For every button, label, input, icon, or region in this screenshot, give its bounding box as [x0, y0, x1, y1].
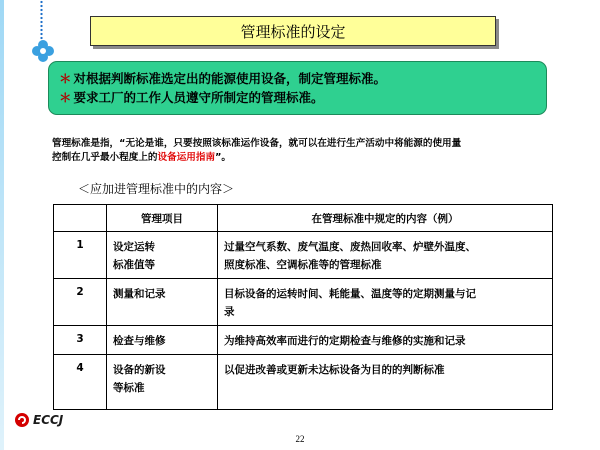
header-number: [54, 205, 107, 232]
row-item-line: 设备的新设: [113, 364, 166, 376]
row-item: [107, 232, 218, 279]
table-header-row: [54, 205, 553, 232]
header-content: 在管理标准中规定的内容（例）: [218, 205, 553, 232]
row-item: [107, 355, 218, 410]
bullet-item: [59, 69, 546, 88]
row-number: 3: [54, 326, 107, 355]
row-item-line: 检查与维修: [113, 335, 166, 347]
page-number: 22: [295, 434, 305, 444]
row-item: [107, 279, 218, 326]
dotted-stem-decoration: [40, 0, 43, 42]
bullet-star-icon: ＊: [59, 71, 72, 86]
table-row: [54, 326, 553, 355]
row-description: [218, 355, 553, 410]
row-item: [107, 326, 218, 355]
row-desc-line: 照度标准、空调标准等的管理标准: [224, 259, 382, 271]
key-points-box: [48, 61, 547, 115]
row-number: 2: [54, 279, 107, 326]
table-row: [54, 355, 553, 410]
bullet-item: [59, 88, 546, 107]
row-item-line: 测量和记录: [113, 288, 166, 300]
header-item: 管理项目: [107, 205, 218, 232]
bullet-text: 要求工厂的工作人员遵守所制定的管理标准。: [73, 90, 324, 105]
row-desc-line: 为维持高效率而进行的定期检查与维修的实施和记录: [224, 335, 466, 347]
row-description: [218, 279, 553, 326]
table-subtitle: ＜应加进管理标准中的内容＞: [78, 182, 235, 196]
row-item-line: 设定运转: [113, 241, 155, 253]
table-row: [54, 279, 553, 326]
eccj-logo: [14, 412, 63, 428]
definition-text: ”。: [215, 152, 231, 163]
row-desc-line: 目标设备的运转时间、耗能量、温度等的定期测量与记: [224, 288, 476, 300]
row-description: [218, 326, 553, 355]
slide-title-text: 管理标准的设定: [240, 22, 346, 41]
eccj-logo-icon: [14, 412, 30, 428]
slide-title: [90, 16, 496, 46]
logo-text: ECCJ: [33, 413, 64, 427]
bullet-star-icon: ＊: [59, 90, 72, 105]
row-desc-line: 录: [224, 306, 235, 318]
definition-line: 管理标准是指，“无论是谁，只要按照该标准运作设备，就可以在进行生产活动中将能源的使用量: [52, 138, 462, 149]
left-decorative-strip: [0, 0, 4, 450]
row-number: 4: [54, 355, 107, 410]
row-desc-line: 以促进改善或更新未达标设备为目的的判断标准: [224, 364, 445, 376]
bullet-text: 对根据判断标准选定出的能源使用设备，制定管理标准。: [73, 71, 387, 86]
row-desc-line: 过量空气系数、废气温度、废热回收率、炉壁外温度、: [224, 241, 476, 253]
row-item-line: 等标准: [113, 382, 145, 394]
management-standard-table: [53, 204, 553, 410]
clover-flower-icon: [30, 38, 56, 64]
row-number: 1: [54, 232, 107, 279]
row-description: [218, 232, 553, 279]
definition-paragraph: [52, 137, 552, 165]
table-row: [54, 232, 553, 279]
row-item-line: 标准值等: [113, 259, 155, 271]
definition-text: 控制在几乎最小程度上的: [52, 152, 158, 163]
definition-highlight: 设备运用指南: [157, 152, 216, 163]
definition-line: [52, 151, 552, 165]
